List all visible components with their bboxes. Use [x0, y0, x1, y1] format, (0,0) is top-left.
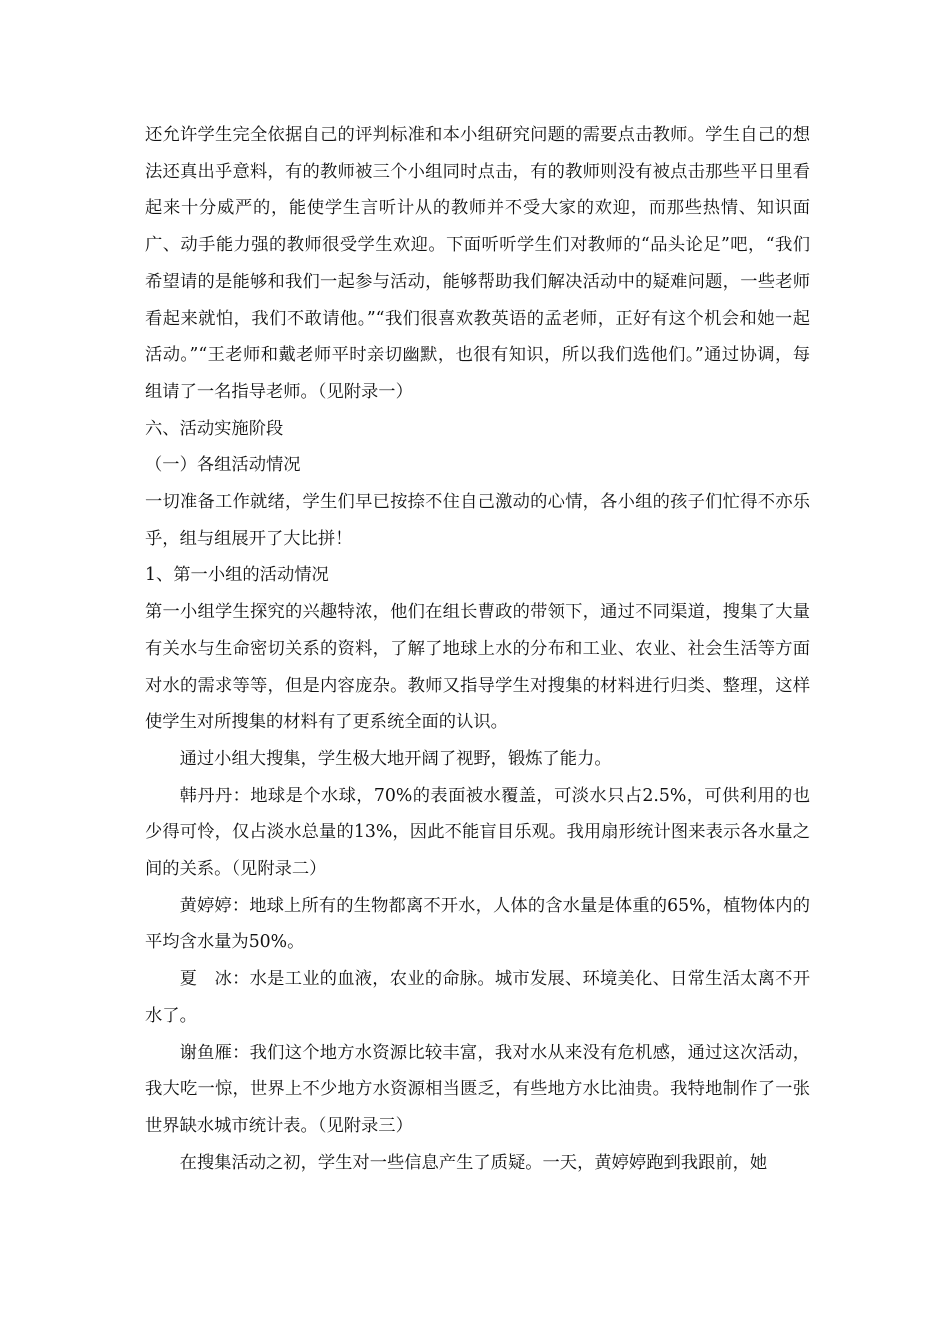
subsection-heading-group-activities: （一）各组活动情况	[145, 455, 301, 476]
paragraph-horizons: 通过小组大搜集，学生极大地开阔了视野，锻炼了能力。	[179, 748, 612, 769]
section-heading-implementation: 六、活动实施阶段	[145, 418, 284, 439]
paragraph-han-dandan: 韩丹丹：地球是个水球，70%的表面被水覆盖，可淡水只占2.5%，可供利用的也少得可怜，仅占淡水总量的13%，因此不能盲目乐观。我用扇形统计图来表示各水量之间的关系。（见附录二）	[145, 785, 810, 880]
paragraph-questioning: 在搜集活动之初，学生对一些信息产生了质疑。一天，黄婷婷跑到我跟前，她	[179, 1152, 768, 1173]
paragraph-xia-bing: 夏 冰：水是工业的血液，农业的命脉。城市发展、环境美化、日常生活太离不开水了。	[145, 969, 810, 1026]
paragraph-huang-tingting: 黄婷婷：地球上所有的生物都离不开水，人体的含水量是体重的65%，植物体内的平均含水量为50%。	[145, 895, 810, 953]
paragraph-preparation: 一切准备工作就绪，学生们早已按捺不住自己激动的心情，各小组的孩子们忙得不亦乐乎，组与组展开了大比拼！	[145, 492, 810, 549]
paragraph-xie-yuyan: 谢鱼雁：我们这个地方水资源比较丰富，我对水从来没有危机感，通过这次活动，我大吃一惊，世界上不少地方水资源相当匮乏，有些地方水比油贵。我特地制作了一张世界缺水城市统计表。（见附录三）	[145, 1042, 810, 1136]
subsection-heading-group-one: 1、第一小组的活动情况	[145, 565, 329, 586]
document-page	[145, 117, 810, 1181]
paragraph-teacher-selection: 还允许学生完全依据自己的评判标准和本小组研究问题的需要点击教师。学生自己的想法还真出乎意料，有的教师被三个小组同时点击，有的教师则没有被点击那些平日里看起来十分威严的，能使学生言听计从的教师并不受大家的欢迎，而那些热情、知识面广、动手能力强的教师很受学生欢迎。下面听听学生们对教师的“品头论足”吧，“我们希望请的是能够和我们一起参与活动，能够帮助我们解决活动中的疑难问题，一些老师看起来就怕，我们不敢请他。”“我们很喜欢教英语的孟老师，正好有这个机会和她一起活动。”“王老师和戴老师平时亲切幽默，也很有知识，所以我们选他们。”通过协调，每组请了一名指导老师。（见附录一）	[145, 125, 810, 402]
paragraph-group-one-research: 第一小组学生探究的兴趣特浓，他们在组长曹政的带领下，通过不同渠道，搜集了大量有关水与生命密切关系的资料，了解了地球上水的分布和工业、农业、社会生活等方面对水的需求等等，但是内容庞杂。教师又指导学生对搜集的材料进行归类、整理，这样使学生对所搜集的材料有了更系统全面的认识。	[145, 602, 810, 733]
